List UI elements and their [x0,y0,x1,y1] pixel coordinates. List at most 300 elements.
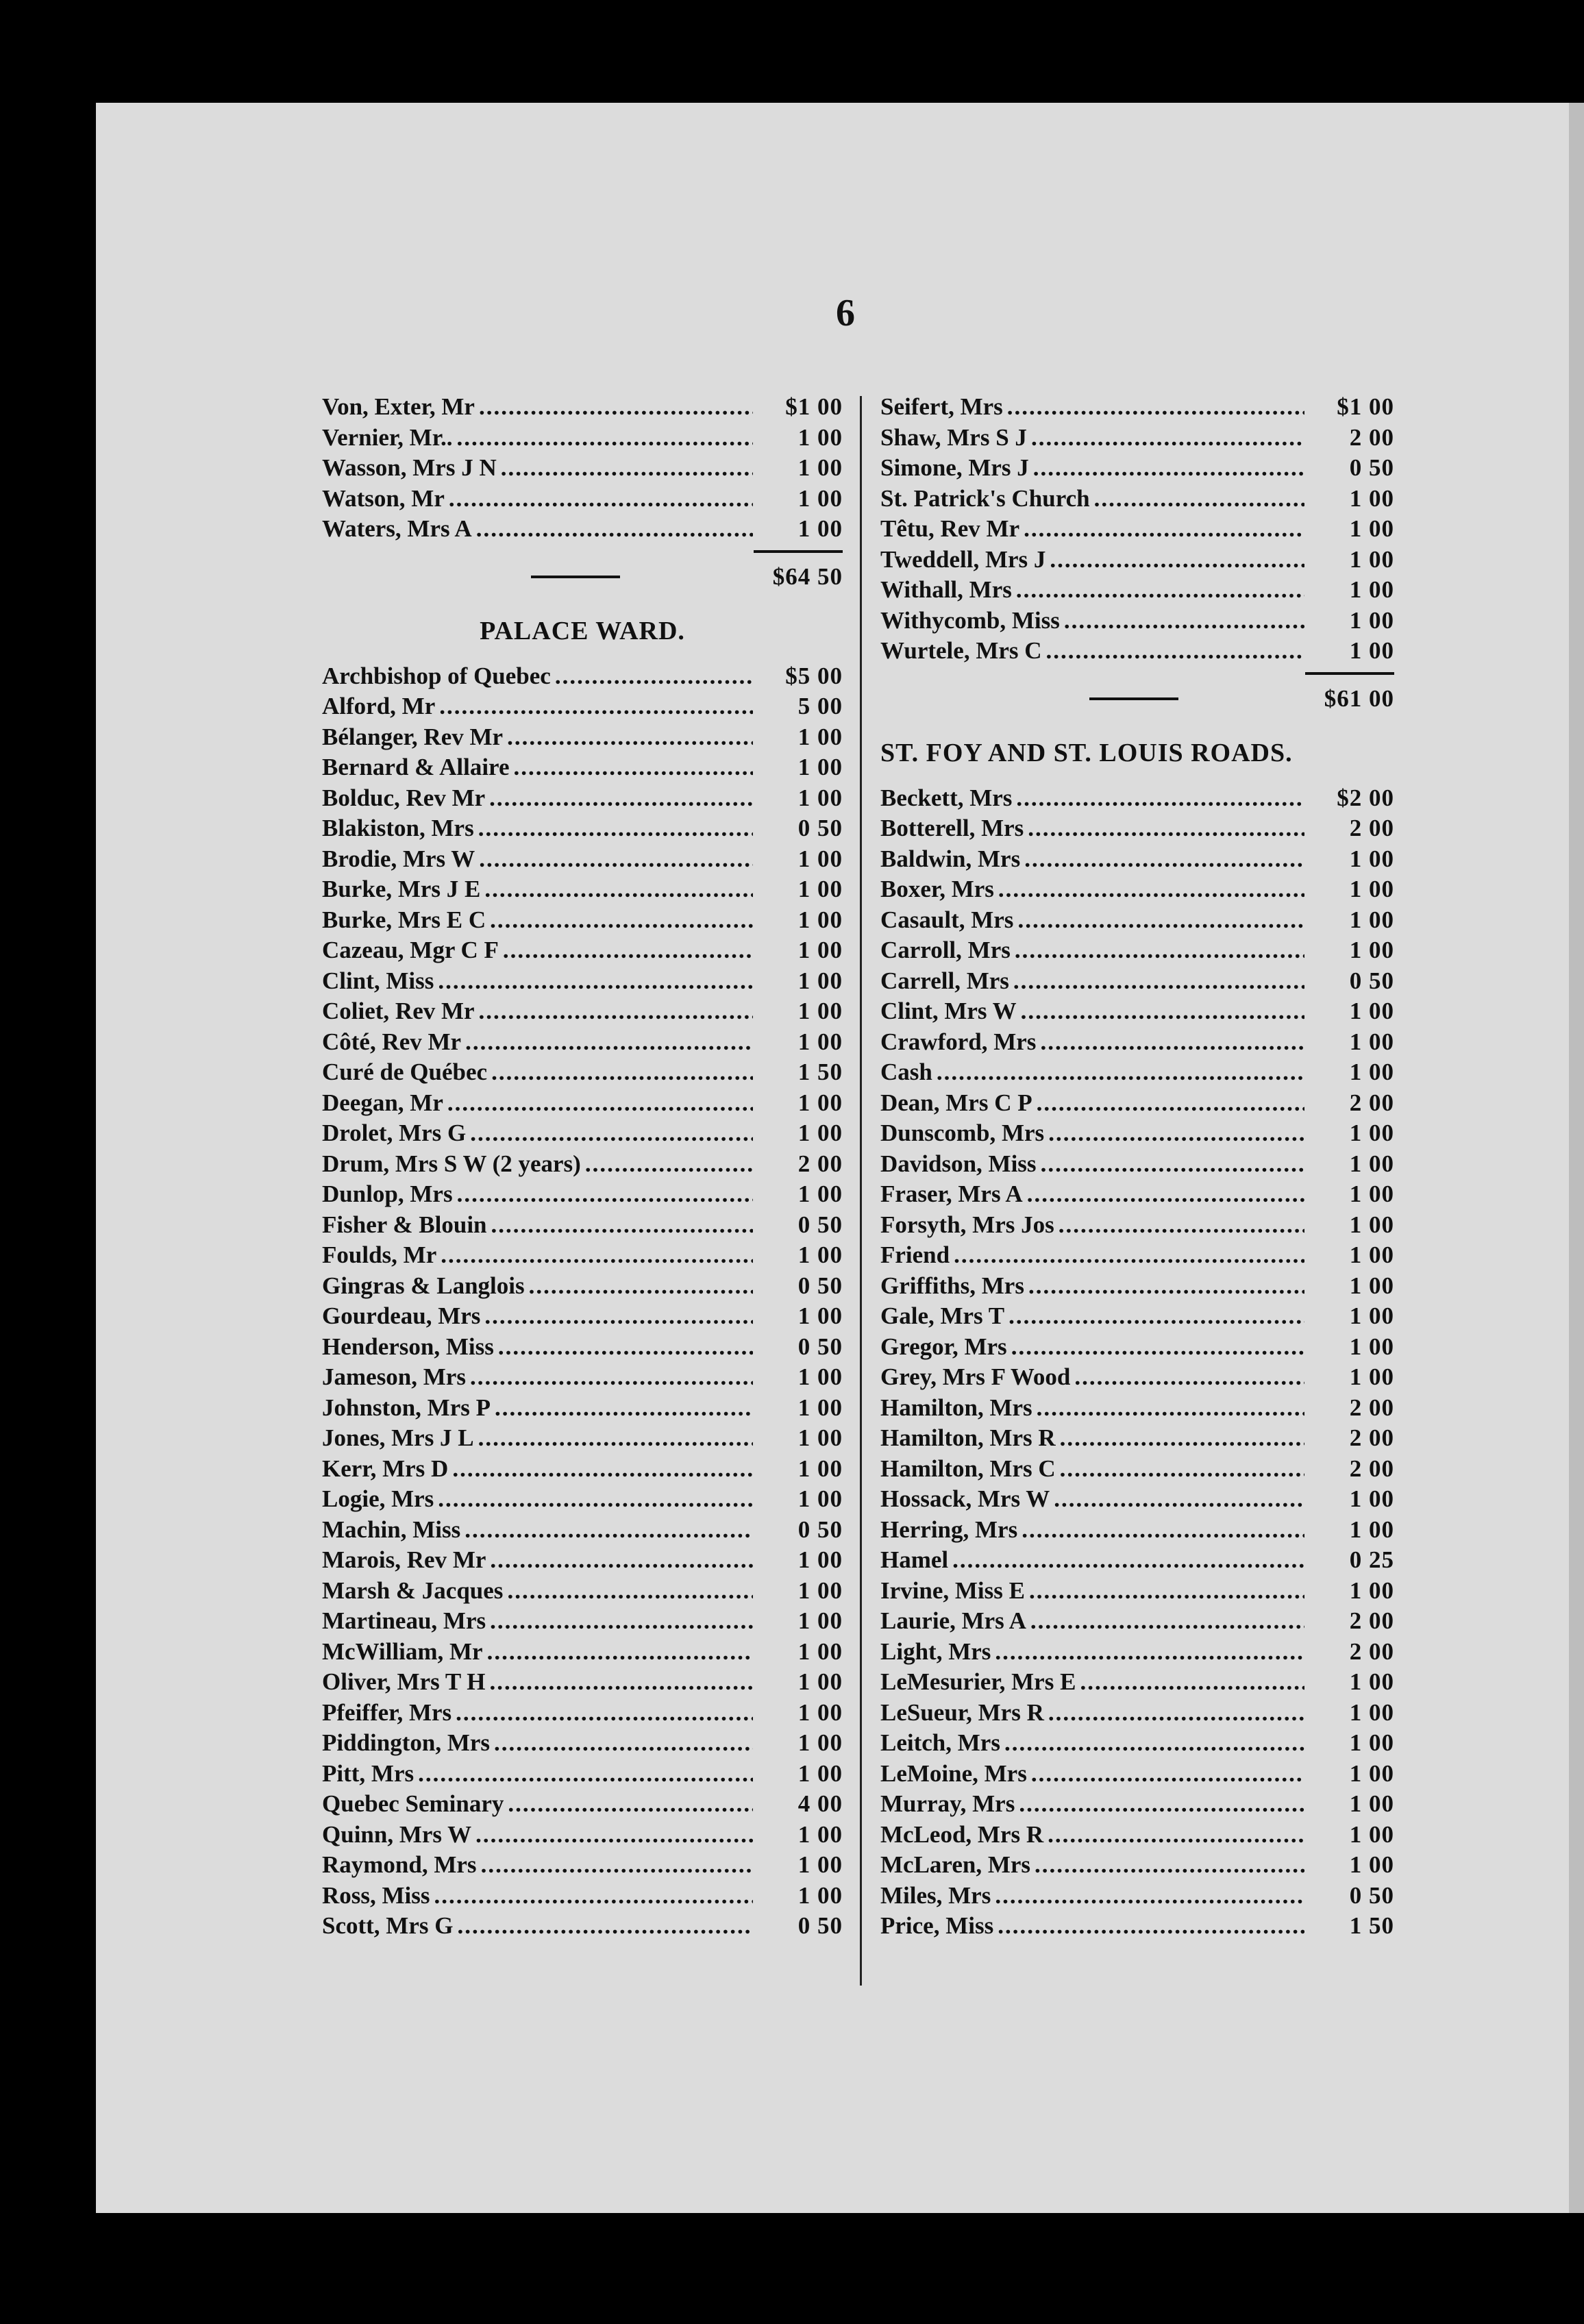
donation-amount: 0 50 [1349,1881,1394,1909]
leader-dots [465,1027,753,1058]
leader-dots [507,1576,753,1607]
right-top-list [880,392,1394,667]
list-item [880,1362,1394,1393]
list-item [322,1576,843,1607]
donation-amount: 1 00 [797,1089,843,1116]
donation-amount: 1 00 [797,967,843,994]
leader-dots [1004,1728,1304,1759]
list-item [322,1637,843,1668]
leader-dots [1017,905,1304,936]
donor-name: Shaw, Mrs S J [880,423,1027,451]
donor-name: Machin, Miss [322,1516,461,1543]
donor-name: Deegan, Mr [322,1089,443,1116]
list-item [322,661,843,692]
list-item [880,1759,1394,1790]
leader-dots [470,1362,753,1393]
leader-dots [1040,1027,1304,1058]
leader-dots [498,1332,753,1363]
donation-amount: $1 00 [785,393,843,420]
donor-name: Beckett, Mrs [880,784,1013,811]
donation-amount: 1 00 [797,754,843,780]
list-item [322,514,843,545]
donor-name: Fisher & Blouin [322,1211,487,1238]
donor-name: Murray, Mrs [880,1790,1015,1817]
leader-dots [1024,844,1304,875]
list-item [322,1393,843,1424]
donation-amount: 0 25 [1349,1546,1394,1573]
list-item [880,1637,1394,1668]
donor-name: Alford, Mr [322,693,436,719]
donor-name: Bernard & Allaire [322,754,510,780]
donation-amount: 1 00 [797,1302,843,1329]
total-dash [531,576,620,578]
donor-name: Bolduc, Rev Mr [322,784,486,811]
donation-amount: 1 00 [1349,484,1394,512]
donation-amount: 1 00 [797,998,843,1024]
leader-dots [489,783,753,814]
donor-name: Coliet, Rev Mr [322,998,475,1024]
leader-dots [457,1911,753,1942]
donor-name: Hamilton, Mrs R [880,1424,1056,1451]
leader-dots [1019,1789,1304,1820]
list-item [880,1179,1394,1210]
leader-dots [484,874,753,905]
list-item [880,1911,1394,1942]
list-item [880,1820,1394,1851]
donation-amount: 1 50 [797,1059,843,1085]
donation-amount: 1 00 [797,1759,843,1787]
leader-dots [491,1057,753,1088]
donor-name: Simone, Mrs J [880,454,1029,481]
list-item [322,813,843,844]
donor-name: Têtu, Rev Mr [880,515,1020,542]
right-total-row [880,675,1394,723]
leader-dots [1030,1606,1304,1637]
total-dash [1089,697,1178,700]
donation-amount: 1 00 [797,1485,843,1512]
page-number: 6 [836,292,855,334]
leader-dots [476,514,753,545]
donation-amount: 1 00 [797,1394,843,1421]
list-item [322,1881,843,1912]
donation-amount: 1 00 [797,1698,843,1726]
leader-dots [1050,545,1304,576]
list-item [880,453,1394,484]
donation-amount: 2 00 [1349,815,1394,841]
donor-name: Von, Exter, Mr [322,393,475,420]
donor-name: Crawford, Mrs [880,1028,1037,1055]
left-top-list [322,392,843,545]
leader-dots [1037,1393,1304,1424]
list-item [880,1667,1394,1698]
list-item [322,935,843,966]
donor-name: Light, Mrs [880,1637,991,1665]
leader-dots [1037,1088,1304,1119]
donor-name: Herring, Mrs [880,1516,1018,1543]
list-item [880,1728,1394,1759]
donor-name: Kerr, Mrs D [322,1455,449,1482]
donation-amount: 1 00 [1349,1211,1394,1238]
st-foy-roads-list [880,783,1394,1942]
list-item [880,1332,1394,1363]
leader-dots [1048,1118,1304,1149]
donor-name: Blakiston, Mrs [322,815,474,841]
donation-amount: 1 00 [1349,1180,1394,1207]
list-item [880,1881,1394,1912]
list-item [322,1027,843,1058]
donation-amount: 2 00 [1349,1089,1394,1116]
donor-name: Martineau, Mrs [322,1607,486,1634]
donor-name: Leitch, Mrs [880,1729,1000,1756]
donation-amount: 1 00 [797,1546,843,1573]
leader-dots [998,874,1304,905]
list-item [322,905,843,936]
donation-amount: $2 00 [1337,784,1394,811]
donation-amount: 1 00 [797,1120,843,1146]
list-item [880,1057,1394,1088]
donor-name: Marsh & Jacques [322,1577,504,1604]
donation-amount: 1 00 [797,454,843,481]
leader-dots [1059,1210,1304,1241]
list-item [880,1301,1394,1332]
donor-name: Gale, Mrs T [880,1302,1005,1329]
donation-amount: 1 00 [1349,606,1394,634]
page-edge [1569,103,1584,2213]
donor-name: Marois, Rev Mr [322,1546,486,1573]
leader-dots [1031,423,1304,454]
donor-name: Wurtele, Mrs C [880,637,1042,664]
donation-amount: 1 00 [797,484,843,512]
list-item [880,1088,1394,1119]
donation-amount: 0 50 [797,815,843,841]
donor-name: Dunlop, Mrs [322,1180,453,1207]
donor-name: Baldwin, Mrs [880,845,1021,872]
donor-name: Cash [880,1059,932,1085]
list-item [880,813,1394,844]
leader-dots [481,1850,753,1881]
donor-name: Jones, Mrs J L [322,1424,474,1451]
donor-name: Johnston, Mrs P [322,1394,491,1421]
list-item [322,1271,843,1302]
donor-name: Scott, Mrs G [322,1912,454,1939]
donor-name: McLaren, Mrs [880,1851,1031,1878]
leader-dots [439,691,753,722]
leader-dots [1064,606,1304,636]
leader-dots [1060,1423,1304,1454]
leader-dots [1011,1332,1304,1363]
donation-amount: 1 00 [797,1607,843,1634]
donation-amount: 0 50 [1349,454,1394,481]
donor-name: Botterell, Mrs [880,815,1024,841]
donation-amount: 1 00 [797,515,843,542]
donor-name: Withycomb, Miss [880,606,1060,634]
list-item [880,1393,1394,1424]
leader-dots [452,1454,753,1485]
list-item [880,1454,1394,1485]
left-total: $64 50 [772,563,843,590]
leader-dots [585,1149,753,1180]
donor-name: Côté, Rev Mr [322,1028,462,1055]
section-heading-st-foy-roads: ST. FOY AND ST. LOUIS ROADS. [880,738,1293,767]
donor-name: Waters, Mrs A [322,515,472,542]
list-item [880,606,1394,636]
donor-name: Carroll, Mrs [880,937,1011,963]
donation-amount: 1 00 [1349,906,1394,933]
donation-amount: 1 00 [1349,1485,1394,1512]
donor-name: Friend [880,1241,950,1268]
list-item [880,905,1394,936]
list-item [880,1118,1394,1149]
donation-amount: 1 00 [1349,576,1394,603]
donation-amount: $5 00 [785,662,843,689]
list-item [880,1545,1394,1576]
list-item [322,966,843,997]
list-item [880,996,1394,1027]
leader-dots [479,996,753,1027]
leader-dots [1016,575,1304,606]
donor-name: Gingras & Langlois [322,1272,525,1299]
leader-dots [490,905,753,936]
leader-dots [438,1484,753,1515]
palace-ward-list [322,661,843,1942]
donor-name: Hamilton, Mrs [880,1394,1032,1421]
leader-dots [490,1545,753,1576]
leader-dots [555,661,753,692]
list-item [322,1606,843,1637]
list-item [880,1515,1394,1546]
list-item [880,392,1394,423]
leader-dots [514,752,754,783]
donor-name: Price, Miss [880,1912,994,1939]
list-item [322,1545,843,1576]
donor-name: LeSueur, Mrs R [880,1698,1044,1726]
list-item [322,1240,843,1271]
list-item [322,484,843,515]
donor-name: Pfeiffer, Mrs [322,1698,452,1726]
donation-amount: 0 50 [797,1211,843,1238]
leader-dots [494,1728,753,1759]
donor-name: Boxer, Mrs [880,876,994,902]
leader-dots [456,1698,753,1729]
donation-amount: 1 00 [797,1180,843,1207]
donor-name: Burke, Mrs E C [322,906,486,933]
donor-name: Curé de Québec [322,1059,488,1085]
donation-amount: 1 00 [1349,1302,1394,1329]
donor-name: Wasson, Mrs J N [322,454,497,481]
donor-name: Bélanger, Rev Mr [322,723,504,750]
list-item [880,1271,1394,1302]
donation-amount: 0 50 [797,1272,843,1299]
list-item [322,423,843,454]
list-item [322,1088,843,1119]
leader-dots [479,392,753,423]
list-item [322,1332,843,1363]
donation-amount: 5 00 [797,693,843,719]
leader-dots [1013,966,1304,997]
donation-amount: 1 00 [797,423,843,451]
donor-name: St. Patrick's Church [880,484,1090,512]
list-item [880,966,1394,997]
list-item [322,1362,843,1393]
donor-name: McLeod, Mrs R [880,1820,1044,1848]
list-item [880,1576,1394,1607]
donation-amount: 1 00 [1349,1759,1394,1787]
list-item [322,1759,843,1790]
leader-dots [449,484,753,515]
leader-dots [434,1881,753,1912]
leader-dots [1048,1698,1304,1729]
donation-amount: $1 00 [1337,393,1394,420]
list-item [880,935,1394,966]
list-item [322,1057,843,1088]
donation-amount: 1 00 [797,1424,843,1451]
donor-name: Ross, Miss [322,1881,430,1909]
list-item [322,691,843,722]
donor-name: Quinn, Mrs W [322,1820,472,1848]
donation-amount: 0 50 [1349,967,1394,994]
leader-dots [1033,453,1304,484]
leader-dots [995,1881,1304,1912]
leader-dots [1016,783,1304,814]
list-item [880,423,1394,454]
leader-dots [438,966,753,997]
donor-name: Clint, Miss [322,967,434,994]
list-item [322,1850,843,1881]
leader-dots [465,1515,753,1546]
list-item [880,1606,1394,1637]
list-item [322,1698,843,1729]
list-item [322,1210,843,1241]
list-item [322,844,843,875]
list-item [880,874,1394,905]
leader-dots [507,722,753,753]
donor-name: Seifert, Mrs [880,393,1003,420]
donor-name: Gregor, Mrs [880,1333,1007,1360]
list-item [880,844,1394,875]
leader-dots [1021,996,1304,1027]
leader-dots [447,1088,753,1119]
donor-name: Pitt, Mrs [322,1759,414,1787]
leader-dots [1031,1759,1304,1790]
list-item [322,996,843,1027]
donation-amount: 1 00 [797,1881,843,1909]
leader-dots [1080,1667,1304,1698]
donation-amount: 1 00 [797,723,843,750]
donor-name: Logie, Mrs [322,1485,434,1512]
list-item [322,1149,843,1180]
donation-amount: 1 00 [1349,1028,1394,1055]
leader-dots [1028,813,1304,844]
leader-dots [490,1667,753,1698]
donation-amount: 1 00 [1349,1120,1394,1146]
leader-dots [1060,1454,1304,1485]
section-heading-palace-ward: PALACE WARD. [480,616,685,645]
donation-amount: 1 00 [1349,1851,1394,1878]
list-item [880,1149,1394,1180]
list-item [880,1850,1394,1881]
list-item [322,453,843,484]
donor-name: Fraser, Mrs A [880,1180,1023,1207]
donation-amount: 1 00 [797,1577,843,1604]
leader-dots [1041,1149,1304,1180]
donor-name: Burke, Mrs J E [322,876,481,902]
list-item [880,1240,1394,1271]
donor-name: Drum, Mrs S W (2 years) [322,1150,581,1177]
donation-amount: 4 00 [797,1790,843,1817]
donation-amount: 1 00 [797,1241,843,1268]
donor-name: Piddington, Mrs [322,1729,491,1756]
donation-amount: 1 00 [1349,1820,1394,1848]
list-item [322,1454,843,1485]
list-item [880,1027,1394,1058]
list-item [880,575,1394,606]
donation-amount: 1 00 [797,1820,843,1848]
donation-amount: 1 00 [1349,998,1394,1024]
donor-name: Quebec Seminary [322,1790,504,1817]
donor-name: Grey, Mrs F Wood [880,1363,1071,1390]
donation-amount: 1 00 [1349,1516,1394,1543]
list-item [322,1911,843,1942]
donation-amount: 0 50 [797,1912,843,1939]
list-item [322,1301,843,1332]
leader-dots [1094,484,1304,515]
donation-amount: 1 00 [1349,1363,1394,1390]
leader-dots [479,844,753,875]
leader-dots [1074,1362,1304,1393]
donation-amount: 1 00 [797,876,843,902]
list-item [880,545,1394,576]
donation-amount: 1 00 [1349,1729,1394,1756]
list-item [322,1820,843,1851]
donation-amount: 1 00 [797,1028,843,1055]
donor-name: Hamilton, Mrs C [880,1455,1056,1482]
donor-name: Watson, Mr [322,484,445,512]
donor-name: Casault, Mrs [880,906,1014,933]
donation-amount: 1 00 [797,1455,843,1482]
donation-amount: 1 00 [1349,1668,1394,1695]
leader-dots [491,1210,753,1241]
leader-dots [937,1057,1304,1088]
donation-amount: 1 00 [1349,1577,1394,1604]
right-column [880,392,1394,1942]
donor-name: Foulds, Mr [322,1241,437,1268]
donor-name: Irvine, Miss E [880,1577,1025,1604]
donation-amount: 1 00 [1349,545,1394,573]
leader-dots [1029,1576,1304,1607]
leader-dots [954,1240,1304,1271]
donor-name: Cazeau, Mgr C F [322,937,499,963]
leader-dots [501,453,753,484]
donation-amount: 1 00 [797,784,843,811]
donor-name: Miles, Mrs [880,1881,991,1909]
leader-dots [457,1179,753,1210]
donor-name: Brodie, Mrs W [322,845,475,872]
leader-dots [1007,392,1304,423]
list-item [322,1789,843,1820]
leader-dots [478,813,753,844]
donation-amount: 1 50 [1349,1912,1394,1939]
donor-name: LeMoine, Mrs [880,1759,1027,1787]
leader-dots [484,1301,753,1332]
leader-dots [503,935,753,966]
leader-dots [1022,1515,1304,1546]
donation-amount: 2 00 [797,1150,843,1177]
donor-name: Drolet, Mrs G [322,1120,467,1146]
donation-amount: 1 00 [797,1637,843,1665]
leader-dots [952,1545,1304,1576]
leader-dots [1035,1850,1304,1881]
donor-name: LeMesurier, Mrs E [880,1668,1076,1695]
